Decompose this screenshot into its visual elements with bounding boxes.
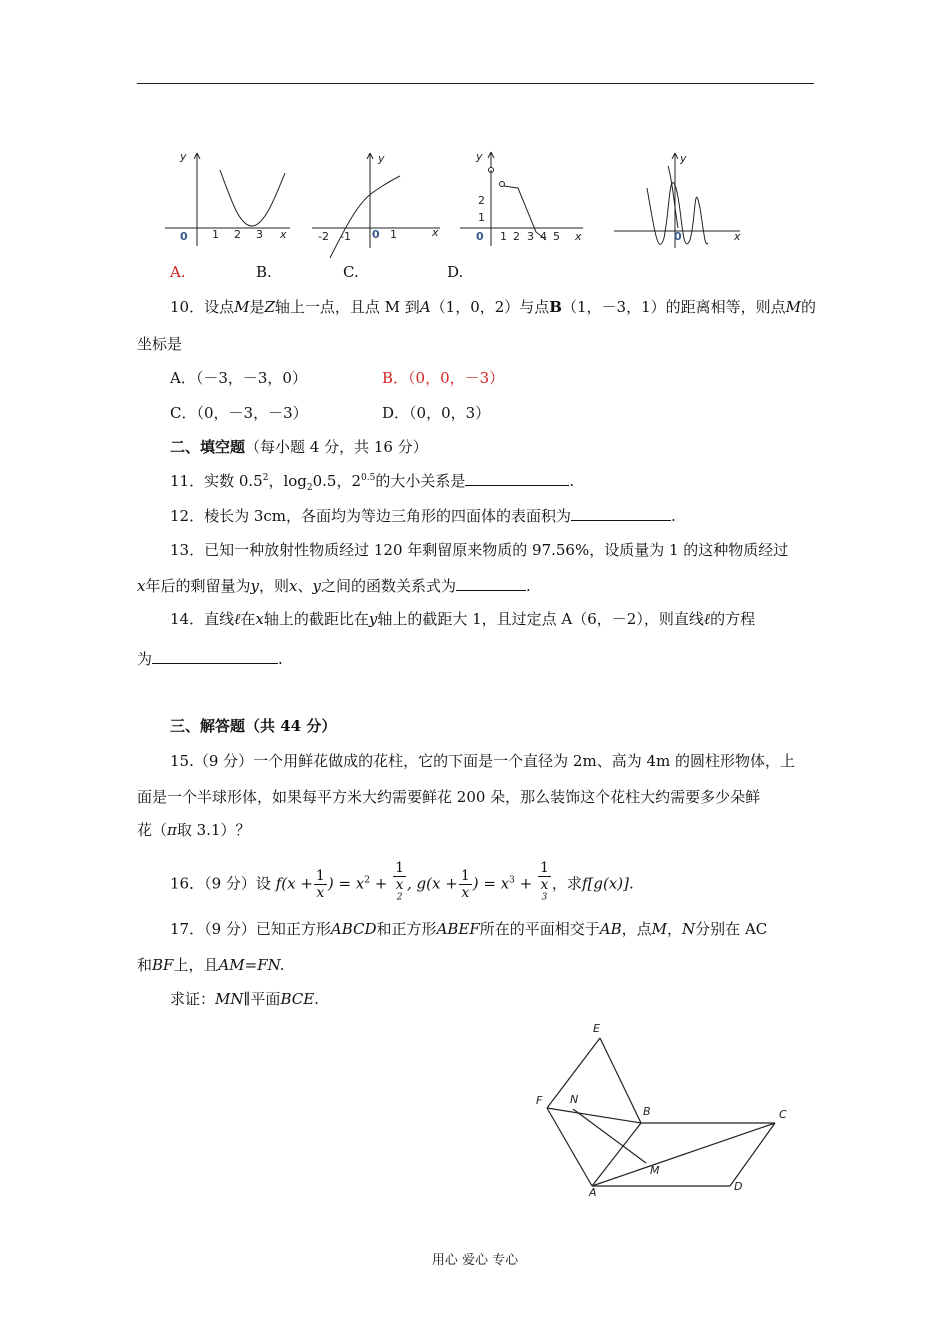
origin-label: 0: [180, 230, 188, 243]
label-D: D: [734, 1180, 743, 1193]
section3-heading: 三、解答题（共 44 分）: [170, 717, 337, 735]
graph-c: [458, 148, 588, 262]
x-axis-label: x: [280, 228, 287, 241]
svg-text:-2: -2: [318, 230, 329, 243]
svg-text:0: 0: [674, 230, 682, 243]
svg-text:1: 1: [500, 230, 507, 243]
q12: 12．棱长为 3cm，各面均为等边三角形的四面体的表面积为 .: [170, 507, 676, 525]
svg-text:2: 2: [513, 230, 520, 243]
label-M: M: [650, 1164, 660, 1177]
q14-line2: 为 .: [137, 650, 283, 668]
q15-line1: 15.（9 分）一个用鲜花做成的花柱，它的下面是一个直径为 2m、高为 4m 的圆柱形物体，上: [170, 752, 796, 770]
svg-text:2: 2: [478, 194, 485, 207]
label-B: B: [643, 1105, 651, 1118]
q14-answer-blank[interactable]: [152, 648, 278, 664]
q11-answer-blank[interactable]: [465, 470, 569, 486]
svg-text:5: 5: [553, 230, 560, 243]
svg-text:x: x: [575, 230, 582, 243]
svg-text:3: 3: [256, 228, 263, 241]
fraction: 1 x $^2$: [395, 860, 405, 903]
q9-option-c: C.: [343, 263, 359, 281]
svg-text:0: 0: [476, 230, 484, 243]
q9-option-b: B.: [256, 263, 272, 281]
svg-text:1: 1: [390, 228, 397, 241]
q15-line3: 花（π取 3.1）？: [137, 821, 251, 839]
svg-text:y: y: [680, 152, 687, 165]
q17-line1: 17．（9 分）已知正方形ABCD和正方形ABEF所在的平面相交于AB，点M，N分别在 AC: [170, 920, 768, 938]
svg-text:x: x: [432, 226, 439, 239]
label-E: E: [593, 1022, 600, 1035]
q10-option-b: B．（0，0，－3）: [382, 369, 505, 387]
q10-option-c: C．（0，－3，－3）: [170, 404, 308, 422]
q10-line1: 10．设点M是Z轴上一点，且点 M 到A（1，0，2）与点B（1，－3，1）的距离相等，则点M的: [170, 298, 816, 316]
q16: 16．（9 分）设 f(x + $\frac{1}{x}$ ) = $x^2$ + 1 x $^2$ , g(x + $\frac{1}{x}$ ) = $x^3$ + 1 x $^3$ ，求f[g(x)].: [170, 860, 634, 909]
q11: 11．实数 $0.5^2$，$\log_20.5$，$2^{0.5}$的大小关系是 .: [170, 472, 575, 493]
q12-answer-blank[interactable]: [571, 505, 671, 521]
fraction: $\frac{1}{x}$: [315, 868, 325, 901]
header-rule: [137, 83, 814, 84]
fraction: $\frac{1}{x}$: [460, 868, 470, 901]
svg-text:1: 1: [212, 228, 219, 241]
svg-text:2: 2: [234, 228, 241, 241]
q13-line1: 13．已知一种放射性物质经过 120 年剩留原来物质的 97.56%，设质量为 1 的这种物质经过: [170, 541, 789, 559]
svg-text:-1: -1: [340, 230, 351, 243]
q17-line2: 和BF上，且AM=FN.: [137, 956, 285, 974]
q10-option-d: D．（0，0，3）: [382, 404, 491, 422]
svg-text:4: 4: [540, 230, 547, 243]
q17-line3: 求证：MN∥平面BCE.: [170, 990, 319, 1008]
svg-text:1: 1: [478, 211, 485, 224]
graph-b: [310, 148, 445, 262]
fraction: 1 x $^3$: [540, 860, 549, 903]
graph-d: [612, 148, 747, 262]
q9-option-d: D.: [447, 263, 464, 281]
geometry-figure: [530, 1018, 800, 1207]
q13-line2: x年后的剩留量为y，则x、y之间的函数关系式为 .: [137, 577, 531, 595]
label-C: C: [779, 1108, 787, 1121]
q15-line2: 面是一个半球形体，如果每平方米大约需要鲜花 200 朵，那么装饰这个花柱大约需要多少朵鲜: [137, 788, 761, 806]
section2-heading: 二、填空题（每小题 4 分，共 16 分）: [170, 438, 428, 456]
graph-a: [160, 148, 295, 252]
svg-text:0: 0: [372, 228, 380, 241]
y-axis-label: y: [180, 150, 187, 163]
q10-option-a: A．（－3，－3，0）: [170, 369, 307, 387]
q13-answer-blank[interactable]: [456, 575, 526, 591]
svg-text:y: y: [378, 152, 385, 165]
label-A: A: [589, 1186, 597, 1199]
page-footer: 用心 爱心 专心: [431, 1253, 519, 1268]
q14-line1: 14．直线ℓ在x轴上的截距比在y轴上的截距大 1，且过定点 A（6，－2），则直线ℓ的方程: [170, 610, 756, 628]
label-N: N: [570, 1093, 579, 1106]
q10-line2: 坐标是: [137, 335, 183, 353]
svg-text:3: 3: [527, 230, 534, 243]
q9-option-a: A.: [170, 263, 186, 281]
svg-text:x: x: [734, 230, 741, 243]
label-F: F: [536, 1094, 543, 1107]
svg-text:y: y: [476, 150, 483, 163]
